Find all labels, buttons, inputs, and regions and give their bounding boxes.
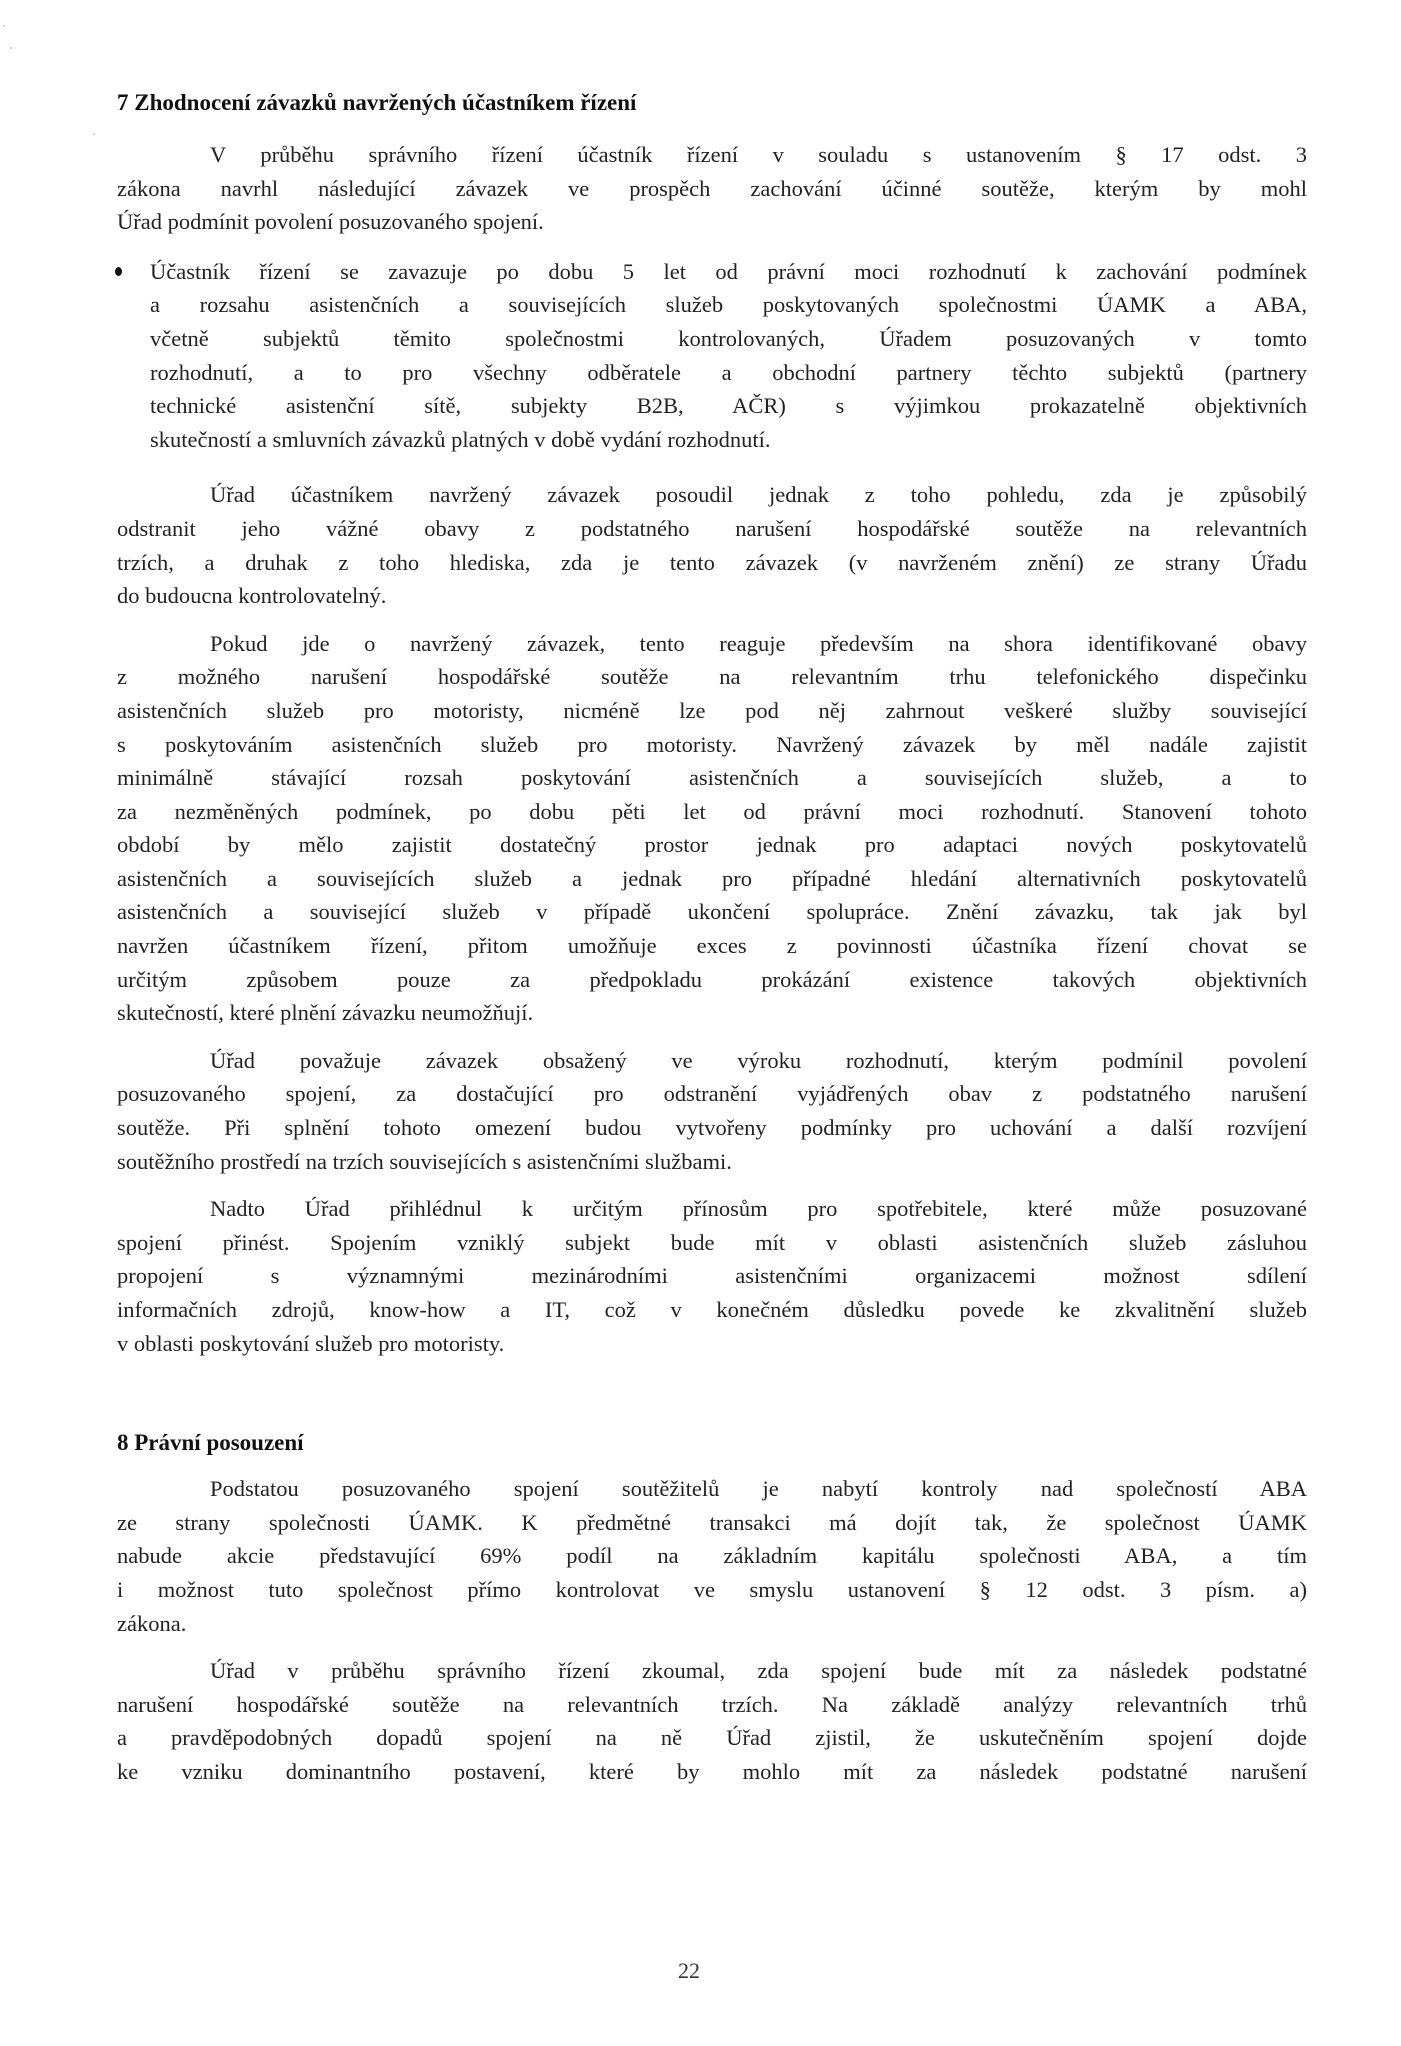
text-line: zákona navrhl následující závazek ve prospěch zachování účinné soutěže, kterým by mohl: [117, 175, 1307, 201]
bullet-icon: [115, 267, 122, 276]
text-line: Úřad v průběhu správního řízení zkoumal, zda spojení bude mít za následek podstatné: [210, 1658, 1307, 1684]
text-line: asistenčních a související služeb v případě ukončení spolupráce. Znění závazku, tak jak byl: [117, 899, 1307, 925]
paragraph-assessment: [117, 478, 1307, 612]
section-heading: 7 Zhodnocení závazků navržených účastníkem řízení: [117, 90, 637, 115]
scan-speck: [93, 133, 95, 135]
text-line: i možnost tuto společnost přímo kontrolovat ve smyslu ustanovení § 12 odst. 3 písm. a): [117, 1576, 1307, 1602]
text-line: ke vzniku dominantního postavení, které by mohlo mít za následek podstatné narušení: [117, 1758, 1307, 1784]
text-line: s poskytováním asistenčních služeb pro motoristy. Navržený závazek by měl nadále zajistit: [117, 731, 1307, 757]
paragraph-investigation: [117, 1654, 1307, 1788]
paragraph-consumer-benefits: [117, 1192, 1307, 1360]
text-line: skutečností, které plnění závazku neumožňují.: [117, 1000, 534, 1026]
text-line: propojení s významnými mezinárodními asistenčními organizacemi možnost sdílení: [117, 1263, 1307, 1289]
text-line: asistenčních služeb pro motoristy, nicméně lze pod něj zahrnout veškeré služby související: [117, 697, 1307, 723]
text-line: a rozsahu asistenčních a souvisejících služeb poskytovaných společnostmi ÚAMK a ABA,: [150, 292, 1307, 318]
text-line: narušení hospodářské soutěže na relevantních trzích. Na základě analýzy relevantních trhů: [117, 1691, 1307, 1717]
text-line: skutečností a smluvních závazků platných v době vydání rozhodnutí.: [150, 426, 771, 452]
text-line: včetně subjektů těmito společnostmi kontrolovaných, Úřadem posuzovaných v tomto: [150, 325, 1307, 351]
text-line: posuzovaného spojení, za dostačující pro odstranění vyjádřených obav z podstatného narušení: [117, 1081, 1307, 1107]
text-line: asistenčních a souvisejících služeb a jednak pro případné hledání alternativních poskytovatelů: [117, 865, 1307, 891]
text-line: technické asistenční sítě, subjekty B2B, AČR) s výjimkou prokazatelně objektivních: [150, 393, 1307, 419]
document-page: [117, 88, 1307, 1789]
text-line: Podstatou posuzovaného spojení soutěžitelů je nabytí kontroly nad společností ABA: [210, 1476, 1307, 1502]
text-line: Pokud jde o navržený závazek, tento reaguje především na shora identifikované obavy: [210, 630, 1307, 656]
section-8: [117, 1428, 1307, 1788]
text-line: období by mělo zajistit dostatečný prostor jednak pro adaptaci nových poskytovatelů: [117, 832, 1307, 858]
paragraph-sufficiency: [117, 1044, 1307, 1178]
page-number: 22: [678, 1958, 700, 1983]
text-line: V průběhu správního řízení účastník řízení v souladu s ustanovením § 17 odst. 3: [210, 142, 1307, 167]
text-line: nabude akcie představující 69% podíl na základním kapitálu společnosti ABA, a tím: [117, 1543, 1307, 1569]
text-line: určitým způsobem pouze za předpokladu prokázání existence takových objektivních: [117, 966, 1307, 992]
text-line: Úřad účastníkem navržený závazek posoudil jednak z toho pohledu, zda je způsobilý: [210, 482, 1307, 508]
text-line: a pravděpodobných dopadů spojení na ně Úřad zjistil, že uskutečněním spojení dojde: [117, 1725, 1307, 1751]
text-line: Úřad podmínit povolení posuzovaného spojení.: [117, 209, 544, 235]
section-7: [117, 88, 1307, 1360]
text-line: ze strany společnosti ÚAMK. K předmětné transakci má dojít tak, že společnost ÚAMK: [117, 1509, 1307, 1535]
text-line: Nadto Úřad přihlédnul k určitým přínosům pro spotřebitele, které může posuzované: [210, 1196, 1307, 1222]
text-line: spojení přinést. Spojením vzniklý subjekt bude mít v oblasti asistenčních služeb zásluhou: [117, 1229, 1307, 1255]
text-line: soutěže. Při splnění tohoto omezení budou vytvořeny podmínky pro uchování a další rozvíjení: [117, 1115, 1307, 1141]
section-heading: 8 Právní posouzení: [117, 1430, 304, 1456]
text-line: rozhodnutí, a to pro všechny odběratele a obchodní partnery těchto subjektů (partnery: [150, 359, 1307, 385]
text-line: informačních zdrojů, know-how a IT, což v konečném důsledku povede ke zkvalitnění služeb: [117, 1297, 1307, 1322]
text-line: zákona.: [117, 1610, 187, 1636]
text-line: Úřad považuje závazek obsažený ve výroku rozhodnutí, kterým podmínil povolení: [210, 1047, 1307, 1073]
text-line: za nezměněných podmínek, po dobu pěti let od právní moci rozhodnutí. Stanovení tohoto: [117, 798, 1307, 824]
paragraph-transaction: [117, 1472, 1307, 1640]
paragraph-commitment-analysis: [117, 627, 1307, 1030]
text-line: trzích, a druhak z toho hlediska, zda je tento závazek (v navrženém znění) ze strany Úřadu: [117, 549, 1307, 575]
scan-speck: [10, 47, 12, 49]
text-line: soutěžního prostředí na trzích souvisejících s asistenčními službami.: [117, 1148, 732, 1174]
text-line: odstranit jeho vážné obavy z podstatného narušení hospodářské soutěže na relevantních: [117, 515, 1307, 541]
text-line: z možného narušení hospodářské soutěže na relevantním trhu telefonického dispečinku: [117, 664, 1307, 690]
text-line: Účastník řízení se zavazuje po dobu 5 let od právní moci rozhodnutí k zachování podmínek: [150, 258, 1307, 284]
text-line: v oblasti poskytování služeb pro motoristy.: [117, 1330, 505, 1356]
scan-speck: [3, 25, 5, 27]
intro-paragraph: [117, 138, 1307, 239]
commitment-bullet: [117, 255, 1307, 457]
text-line: minimálně stávající rozsah poskytování asistenčních a souvisejících služeb, a to: [117, 765, 1307, 791]
text-line: do budoucna kontrolovatelný.: [117, 583, 387, 609]
text-line: navržen účastníkem řízení, přitom umožňuje exces z povinnosti účastníka řízení chovat se: [117, 933, 1307, 959]
